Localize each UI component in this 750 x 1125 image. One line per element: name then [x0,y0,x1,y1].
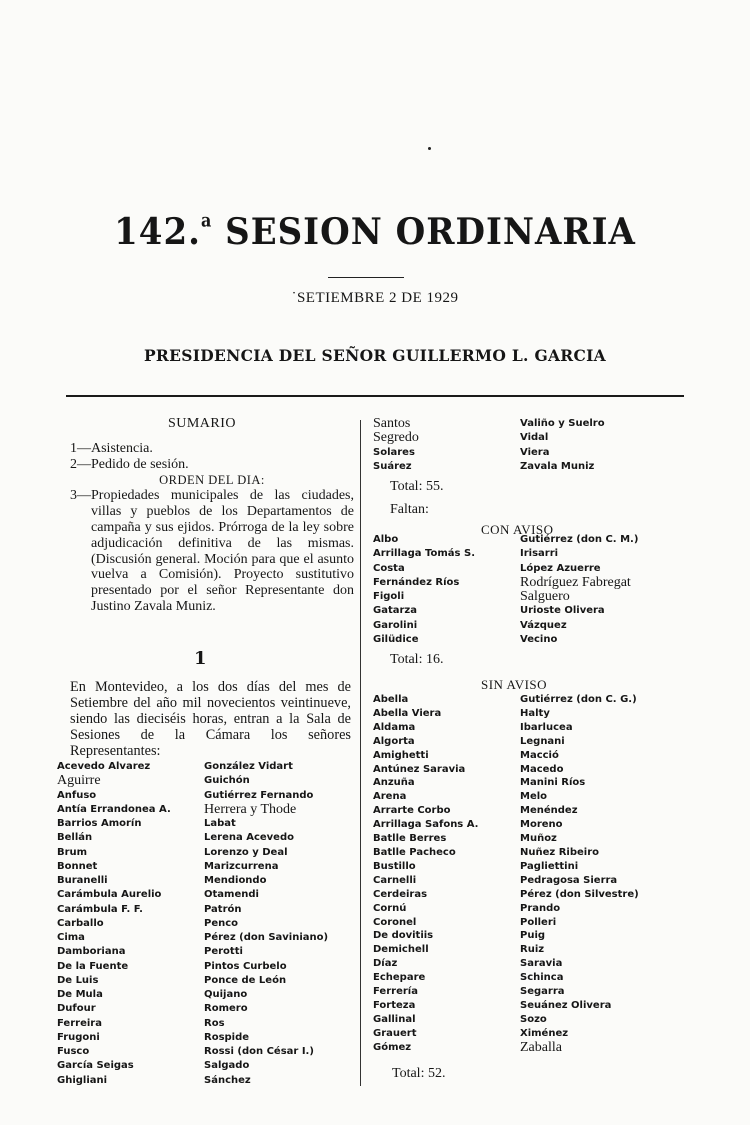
representative-name: Menéndez [520,805,578,817]
representative-name: Pérez (don Silvestre) [520,888,639,900]
section-intro: En Montevideo, a los dos días del mes de Setiembre del año mil novecientos veintinueve, siendo las dieciséis horas, entran a la Sala de Sesiones de la Cámara los señores Representantes: [70,679,351,759]
representative-name: Marizcurrena [204,860,279,872]
representative-name: Algorta [373,735,415,747]
representative-name: Rossi (don César I.) [204,1046,314,1057]
section-number: 1 [194,648,207,669]
representative-name: Legnani [520,735,565,747]
representative-name: Carámbula Aurelio [57,889,162,901]
representative-name: Abella Viera [373,707,442,719]
representative-name: Fernández Ríos [373,576,460,588]
representative-name: Anfuso [57,789,97,801]
representative-name: Vázquez [520,619,567,631]
representative-name: Pintos Curbelo [204,960,287,972]
summary-heading: SUMARIO [167,416,237,431]
representative-name: Melo [520,791,548,803]
representative-name: Antía Errandonea A. [57,803,171,815]
representative-name: Demichell [373,944,429,956]
representative-name: Arena [373,791,407,803]
representative-name: Salgado [204,1060,250,1072]
absent-label: Faltan: [390,502,429,517]
representative-name: Albo [373,534,399,545]
representative-name: Labat [204,818,236,829]
representative-name: Valiño y Suelro [520,418,605,429]
representative-name: Muñoz [520,833,557,845]
summary-item-text: Pedido de sesión. [91,456,189,472]
present-list-col1 [57,760,171,1088]
title-divider [328,277,404,278]
representative-name: Arrillaga Tomás S. [373,548,475,560]
representative-name: Bustillo [373,860,416,872]
representative-name: Zavala Muniz [520,460,595,472]
sin-aviso-total: Total: 52. [392,1066,446,1081]
presidency-line: PRESIDENCIA DEL SEÑOR GUILLERMO L. GARCIA [143,346,607,365]
representative-name: Rospide [204,1031,250,1043]
representative-name: Pedragosa Sierra [520,874,618,886]
summary-item-text: Propiedades municipales de las ciudades, villas y pueblos de los Departamentos de campaña y sus ejidos. Prórroga de la ley sobre adjudicación definitiva de las mismas. (Discusión general. Moción para que el asunto vuelva a Comisión). Proyecto sustitutivo presentado por el señor Representante don Justino Zavala Muniz. [91,488,354,614]
representative-name: Polleri [520,916,557,928]
representative-name: Ponce de León [204,974,287,986]
representative-name: Abella [373,694,409,705]
representative-name: Gómez [373,1041,412,1053]
representative-name: Buranelli [57,875,108,886]
representative-name: Anzuña [373,777,415,789]
representative-name: Garolini [373,619,418,631]
representative-name: Ruiz [520,944,545,956]
summary-item-text: Asistencia. [91,441,153,456]
representative-name: Penco [204,917,239,929]
representative-name: Schinca [520,972,564,984]
summary-item [70,457,354,473]
representative-name: Vecino [520,633,558,645]
representative-name: Quijano [204,989,248,1000]
session-date: ˙SETIEMBRE 2 DE 1929 [291,290,459,306]
present-list-col4 [520,417,605,474]
representative-name: Solares [373,446,415,458]
con-aviso-list-col2 [520,533,638,647]
representative-name: Cornú [373,902,407,914]
representative-name: Pagliettini [520,860,579,872]
representative-name: Rodríguez Fabregat [520,574,631,590]
representative-name: Romero [204,1003,248,1015]
representative-name: Gutiérrez Fernando [204,789,314,801]
summary-item [70,488,354,614]
representative-name: Ros [204,1017,225,1029]
representative-name: Gallinal [373,1013,416,1025]
representative-name: López Azuerre [520,562,601,574]
print-speck [428,147,431,150]
representative-name: De dovitiis [373,930,434,942]
representative-name: Carnelli [373,874,417,886]
representative-name: Dufour [57,1003,96,1015]
column-divider [360,420,361,1086]
representative-name: Seuánez Olivera [520,999,612,1011]
representative-name: Coronel [373,916,417,928]
present-list-col3 [373,417,419,474]
session-number: 142. [114,210,201,254]
representative-name: Nuñez Ribeiro [520,846,599,858]
representative-name: Frugoni [57,1031,100,1043]
representative-name: Cima [57,932,85,943]
con-aviso-total: Total: 16. [390,652,444,667]
ordinal-superscript: a [200,210,213,231]
representative-name: Fusco [57,1046,90,1057]
representative-name: Forteza [373,999,416,1011]
representative-name: Acevedo Alvarez [57,761,151,772]
representative-name: Vidal [520,432,549,444]
representative-name: Arrillaga Safons A. [373,819,479,831]
summary-item-number: 2— [70,456,91,472]
representative-name: Puig [520,930,546,942]
representative-name: Ferreira [57,1017,102,1029]
representative-name: Bellán [57,832,93,844]
representative-name: Suárez [373,460,412,472]
representative-name: Prando [520,902,561,914]
representative-name: Viera [520,446,550,458]
representative-name: Guichón [204,775,250,787]
representative-name: Sánchez [204,1074,251,1086]
representative-name: Batlle Pacheco [373,846,456,858]
con-aviso-list-col1 [373,533,475,647]
representative-name: Echepare [373,972,426,984]
representative-name: Gutiérrez (don C. M.) [520,534,639,545]
summary-item-number: 1— [70,441,91,456]
header-rule [66,395,684,397]
representative-name: Lorenzo y Deal [204,846,288,858]
present-total: Total: 55. [390,479,444,494]
representative-name: Batlle Berres [373,833,447,845]
con-aviso-heading: CON AVISO [481,522,554,537]
representative-name: Perotti [204,946,243,958]
session-title-text: SESION ORDINARIA [225,210,636,254]
representative-name: Cerdeiras [373,888,428,900]
representative-name: Urioste Olivera [520,605,605,617]
representative-name: Santos [373,416,411,431]
order-of-day-heading: ORDEN DEL DIA: [159,472,265,487]
representative-name: Sozo [520,1013,547,1025]
representative-name: Mendiondo [204,875,267,886]
summary-item [70,441,354,457]
representative-name: Costa [373,562,405,574]
representative-name: Figoli [373,591,405,602]
representative-name: Gutiérrez (don C. G.) [520,694,637,705]
representative-name: González Vidart [204,761,293,772]
representative-name: Zaballa [520,1039,562,1055]
representative-name: Segredo [373,430,419,446]
representative-name: Salguero [520,589,570,604]
representative-name: Moreno [520,819,563,831]
representative-name: Pérez (don Saviniano) [204,932,329,943]
representative-name: Ferrería [373,986,418,998]
representative-name: Arrarte Corbo [373,805,451,817]
sin-aviso-list-col1 [373,693,478,1055]
representative-name: Antúnez Saravia [373,763,466,775]
representative-name: Amighetti [373,749,429,761]
representative-name: Díaz [373,958,398,970]
representative-name: Macció [520,749,559,761]
representative-name: Herrera y Thode [204,801,297,817]
representative-name: Manini Ríos [520,777,586,789]
representative-name: Lerena Acevedo [204,832,294,844]
representative-name: Halty [520,707,550,719]
summary-list [70,441,354,615]
representative-name: De la Fuente [57,960,129,972]
representative-name: Segarra [520,986,565,998]
session-title [0,210,750,253]
representative-name: Grauert [373,1027,417,1039]
sin-aviso-heading: SIN AVISO [481,677,548,692]
representative-name: Aguirre [57,773,101,789]
representative-name: Ximénez [520,1027,569,1039]
sin-aviso-list-col2 [520,693,639,1055]
representative-name: Ghigliani [57,1074,108,1086]
representative-name: Otamendi [204,889,259,901]
representative-name: Brum [57,846,88,858]
representative-name: Saravia [520,958,563,970]
representative-name: Barrios Amorín [57,818,142,829]
representative-name: De Mula [57,989,103,1000]
representative-name: Bonnet [57,860,98,872]
representative-name: Macedo [520,763,564,775]
representative-name: Patrón [204,903,242,915]
representative-name: Irisarri [520,548,559,560]
present-list-col2 [204,760,328,1088]
representative-name: Aldama [373,721,416,733]
representative-name: García Seigas [57,1060,134,1072]
representative-name: Gilüdice [373,633,419,645]
representative-name: De Luis [57,974,99,986]
representative-name: Ibarlucea [520,721,573,733]
representative-name: Damboriana [57,946,126,958]
representative-name: Carballo [57,917,104,929]
summary-item-number: 3— [70,488,91,504]
representative-name: Carámbula F. F. [57,903,143,915]
representative-name: Gatarza [373,605,417,617]
